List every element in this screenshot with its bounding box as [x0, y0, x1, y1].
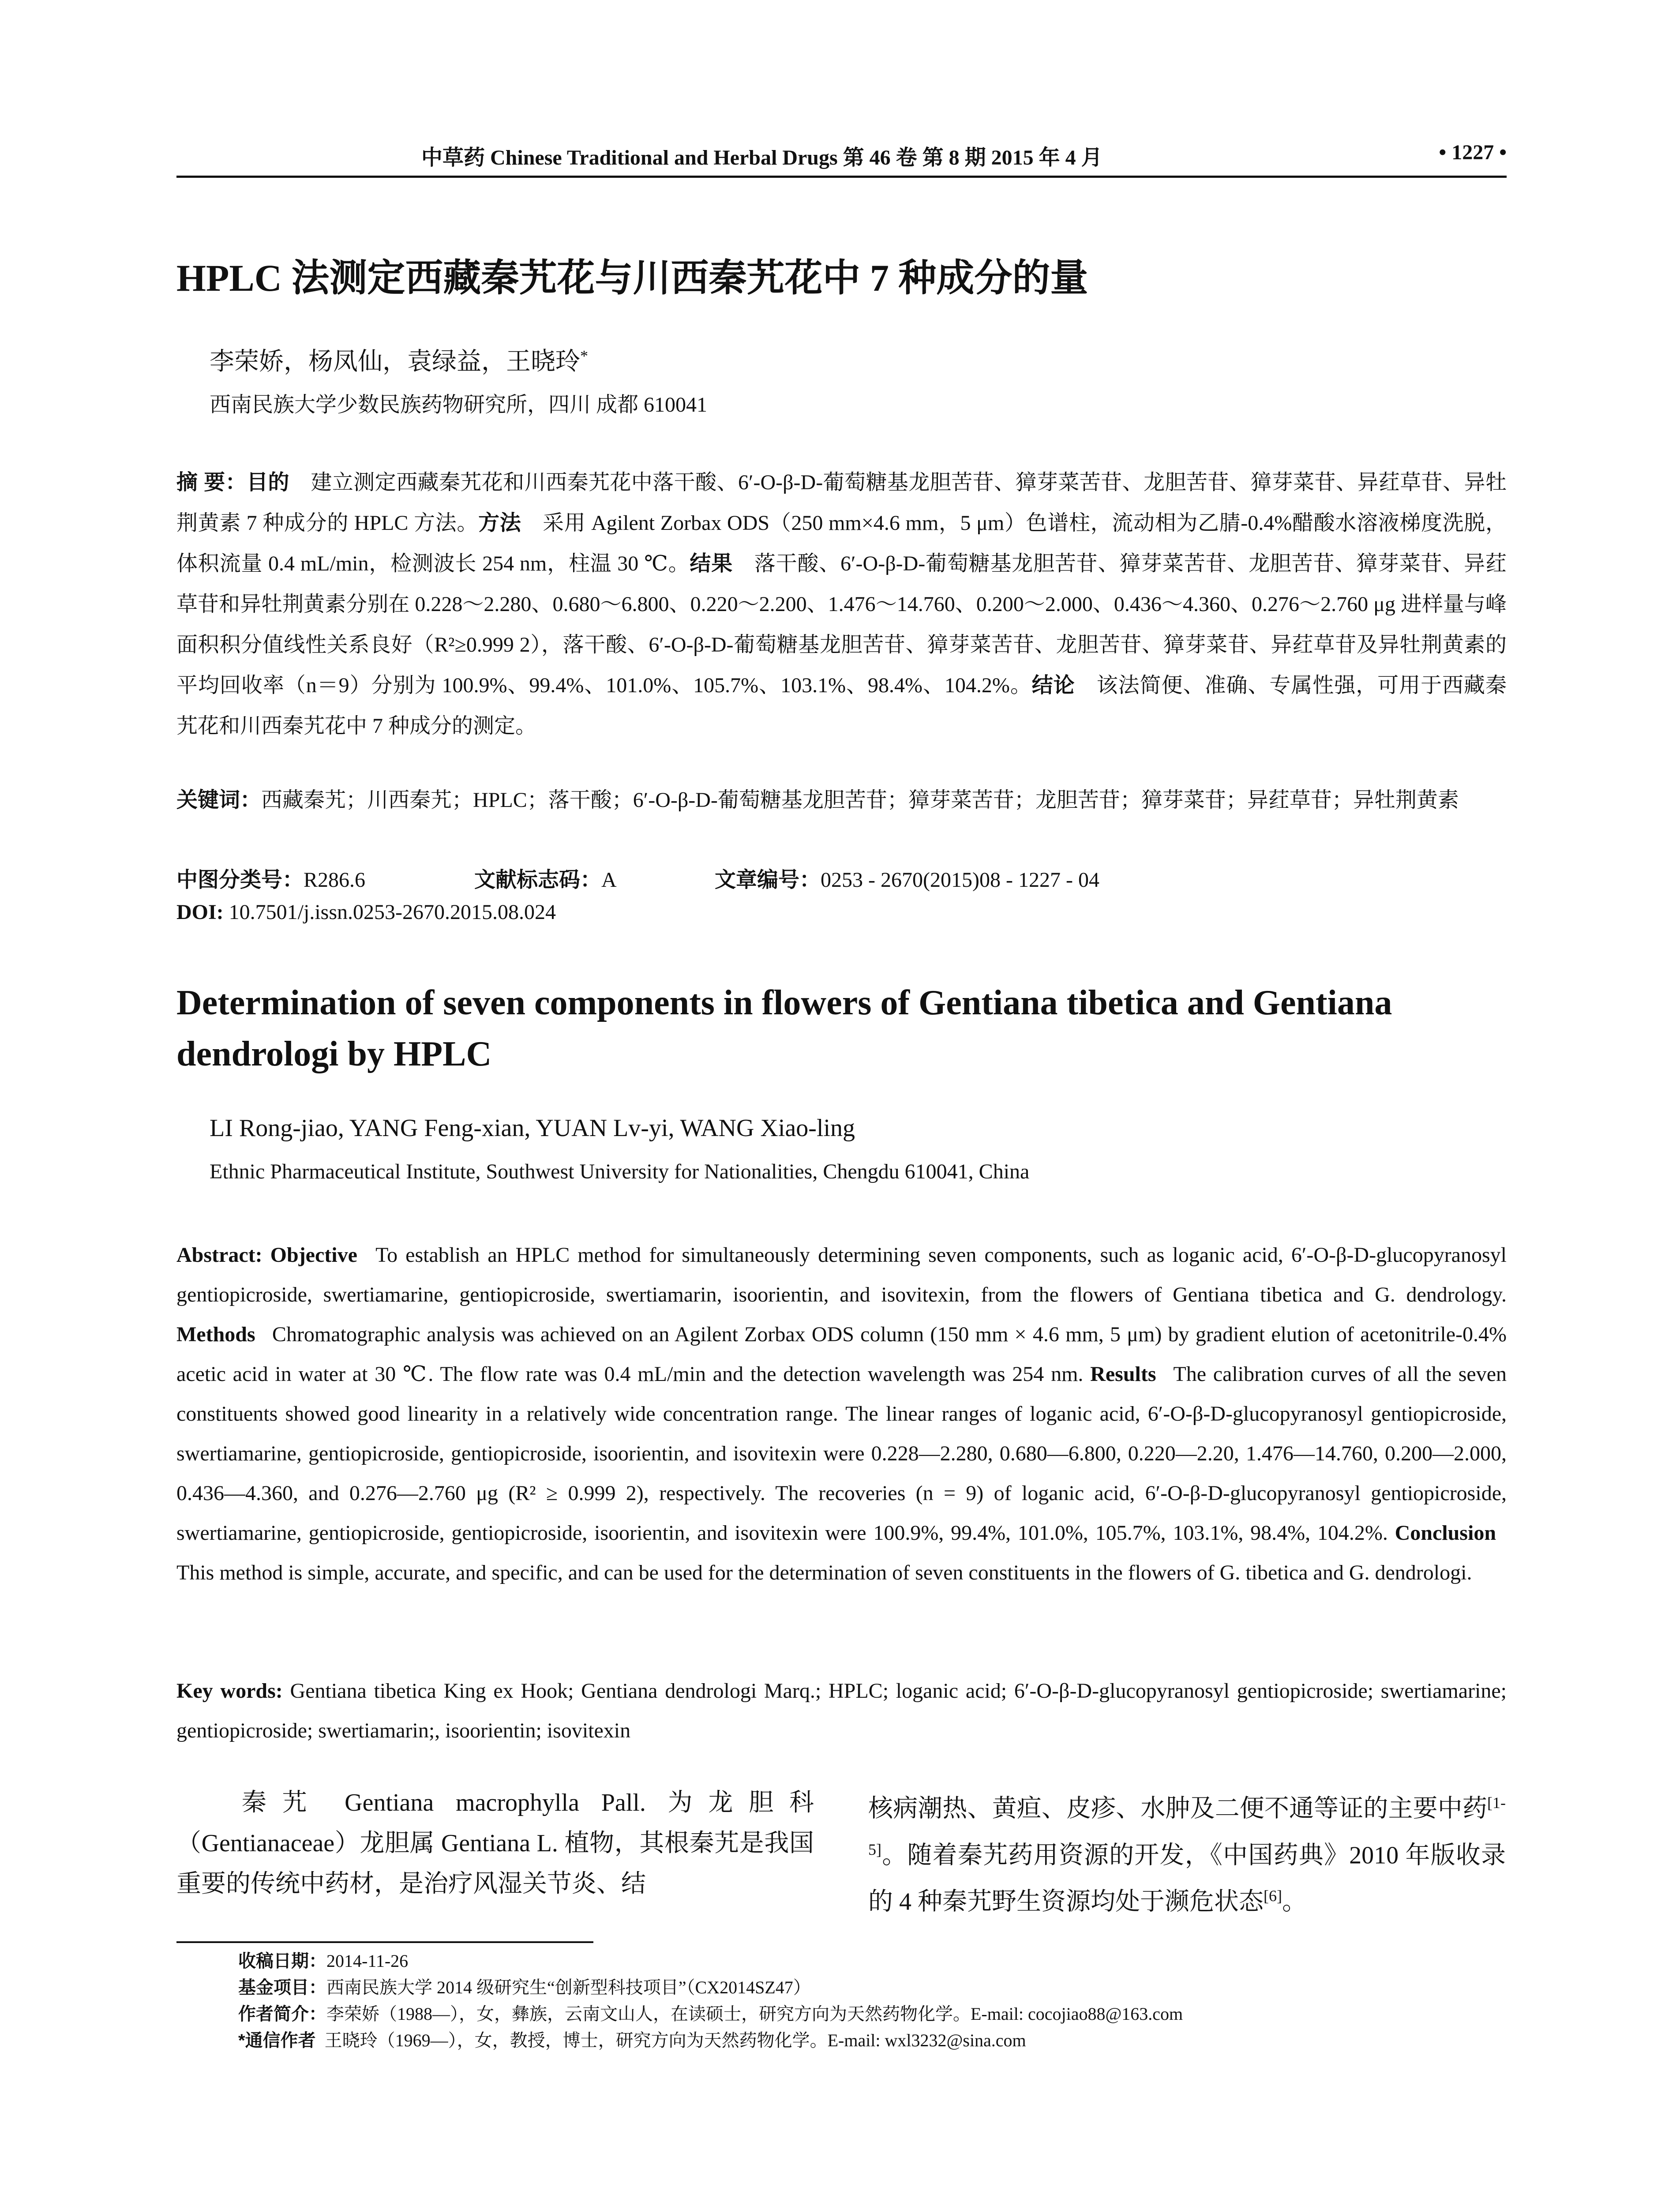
methods-label: 方法 [478, 511, 521, 535]
footnote-received [238, 1948, 1500, 1974]
journal-header: 中草药 Chinese Traditional and Herbal Drugs 第 46 卷 第 8 期 2015 年 4 月 [421, 146, 1102, 169]
chinese-title: HPLC 法测定西藏秦艽花与川西秦艽花中 7 种成分的量 [176, 257, 1088, 299]
objective-label: 目的 [247, 471, 289, 494]
en-methods-text: Chromatographic analysis was achieved on an Agilent Zorbax ODS column (150 mm × 4.6 mm, 5 μm) by gradient elution of acetonitrile-0.4% acetic acid in water at 30 ℃. The flow rate was 0.4 mL/min and the detection wavelength was 254 nm. [176, 1323, 1507, 1386]
doc-code-value: A [601, 868, 617, 892]
en-results-label: Results [1090, 1362, 1156, 1386]
english-abstract [176, 1235, 1507, 1593]
en-keywords-text: Gentiana tibetica King ex Hook; Gentiana dendrologi Marq.; HPLC; loganic acid; 6′-O-β-D-glucopyranosyl gentiopicroside; swertiamarine; gentiopicroside; swertiamarin;, isoorientin; isovitexin [176, 1679, 1507, 1742]
body-column-right [868, 1782, 1506, 1922]
author-value: 李荣娇（1988—），女，彝族，云南文山人，在读硕士，研究方向为天然药物化学。E-mail: cocojiao88@163.com [326, 2004, 1183, 2024]
doc-code-label: 文献标志码： [474, 868, 602, 892]
page-number: • 1227 • [1439, 141, 1507, 164]
results-text: 落干酸、6′-O-β-D-葡萄糖基龙胆苦苷、獐芽菜苦苷、龙胆苦苷、獐芽菜苷、异荭草苷和异牡荆黄素分别在 0.228～2.280、0.680～6.800、0.220～2.200、1.476～14.760、0.200～2.000、0.436～4.360、0.276～2.760 μg 进样量与峰面积积分值线性关系良好（R²≥0.999 2），落干酸、6′-O-β-D-葡萄糖基龙胆苦苷、獐芽菜苦苷、龙胆苦苷、獐芽菜苷、异荭草苷及异牡荆黄素的平均回收率（n＝9）分别为 100.9%、99.4%、101.0%、105.7%、103.1%、98.4%、104.2%。 [176, 552, 1507, 697]
clc-value: R286.6 [304, 868, 366, 892]
fund-value: 西南民族大学 2014 级研究生“创新型科技项目”（CX2014SZ47） [326, 1977, 811, 1997]
doi-label: DOI: [176, 900, 224, 924]
footnote-author [238, 2001, 1500, 2027]
english-keywords [176, 1671, 1507, 1751]
header-rule [176, 176, 1507, 178]
en-keywords-label: Key words: [176, 1679, 283, 1703]
doc-code-item [474, 863, 617, 893]
fund-label: 基金项目： [238, 1978, 326, 1997]
conclusion-text: 该法简便、准确、专属性强，可用于西藏秦艽花和川西秦艽花中 7 种成分的测定。 [176, 674, 1507, 738]
english-affiliation: Ethnic Pharmaceutical Institute, Southwest University for Nationalities, Chengdu 610041, China [210, 1160, 1030, 1183]
corr-value: 王晓玲（1969—），女，教授，博士，研究方向为天然药物化学。E-mail: wxl3232@sina.com [324, 2030, 1026, 2050]
footnote-rule [176, 1941, 593, 1943]
en-methods-label: Methods [176, 1323, 255, 1346]
footnote-corresponding [238, 2027, 1500, 2054]
keywords-label: 关键词： [176, 788, 262, 812]
body-paragraph-right-a: 核病潮热、黄疸、皮疹、水肿及二便不通等证的主要中药 [868, 1795, 1488, 1823]
en-objective-text: To establish an HPLC method for simultaneously determining seven components, such as loganic acid, 6′-O-β-D-glucopyranosyl gentiopicroside, swertiamarine, gentiopicroside, swertiamarin, isoorientin, and isovitexin, from the flowers of Gentiana tibetica and G. dendrology. [176, 1243, 1507, 1306]
en-abstract-label: Abstract: Objective [176, 1243, 357, 1267]
en-results-text: The calibration curves of all the seven constituents showed good linearity in a relatively wide concentration range. The linear ranges of loganic acid, 6′-O-β-D-glucopyranosyl gentiopicroside, swertiamarine, gentiopicroside, gentiopicroside, isoorientin, and isovitexin were 0.228—2.280, 0.680—6.800, 0.220—2.20, 1.476—14.760, 0.200—2.000, 0.436—4.360, and 0.276—2.760 μg (R² ≥ 0.999 2), respectively. The recoveries (n = 9) of loganic acid, 6′-O-β-D-glucopyranosyl gentiopicroside, swertiamarine, gentiopicroside, gentiopicroside, isoorientin, and isovitexin were 100.9%, 99.4%, 101.0%, 105.7%, 103.1%, 98.4%, 104.2%. [176, 1362, 1507, 1545]
received-label: 收稿日期： [238, 1951, 326, 1971]
footnotes [238, 1948, 1500, 2054]
reference-6: [6] [1264, 1887, 1282, 1905]
conclusion-label: 结论 [1031, 674, 1075, 697]
english-title: Determination of seven components in flowers of Gentiana tibetica and Gentiana dendrologi by HPLC [176, 983, 1392, 1073]
en-conclusion-text: This method is simple, accurate, and specific, and can be used for the determination of seven constituents in the flowers of G. tibetica and G. dendrologi. [176, 1561, 1472, 1584]
body-paragraph-right-c: 。 [1282, 1888, 1307, 1916]
chinese-author-names: 李荣娇，杨凤仙，袁绿益，王晓玲 [210, 348, 580, 375]
running-header [176, 140, 1507, 171]
doi-value: 10.7501/j.issn.0253-2670.2015.08.024 [229, 900, 556, 924]
corresponding-mark: * [580, 347, 588, 365]
en-conclusion-label: Conclusion [1395, 1521, 1496, 1545]
results-label: 结果 [690, 552, 733, 575]
chinese-abstract [176, 462, 1507, 747]
objective-text: 建立测定西藏秦艽花和川西秦艽花中落干酸、6′-O-β-D-葡萄糖基龙胆苦苷、獐芽菜苦苷、龙胆苦苷、獐芽菜苷、异荭草苷、异牡荆黄素 7 种成分的 HPLC 方法。 [176, 471, 1507, 535]
article-no-item [715, 863, 1099, 893]
body-column-left [176, 1782, 814, 1904]
keywords-text: 西藏秦艽；川西秦艽；HPLC；落干酸；6′-O-β-D-葡萄糖基龙胆苦苷；獐芽菜苦苷；龙胆苦苷；獐芽菜苷；异荭草苷；异牡荆黄素 [261, 788, 1459, 812]
chinese-keywords [176, 780, 1507, 821]
body-paragraph-right-b: 。随着秦艽药用资源的开发，《中国药典》2010 年版收录的 4 种秦艽野生资源均处于濒危状态 [868, 1842, 1506, 1916]
article-no-label: 文章编号： [715, 868, 821, 892]
reference-1-5: [1-5] [868, 1794, 1506, 1858]
corr-label: *通信作者 [238, 2031, 316, 2050]
abstract-label: 摘 要： [176, 471, 247, 494]
body-paragraph-left: 秦艽 Gentiana macrophylla Pall. 为龙胆科（Gentianaceae）龙胆属 Gentiana L. 植物，其根秦艽是我国重要的传统中药材，是治疗风湿关节炎、结 [176, 1789, 814, 1898]
chinese-affiliation: 西南民族大学少数民族药物研究所，四川 成都 610041 [210, 393, 708, 416]
english-authors: LI Rong-jiao, YANG Feng-xian, YUAN Lv-yi, WANG Xiao-ling [210, 1114, 855, 1142]
article-no-value: 0253 - 2670(2015)08 - 1227 - 04 [821, 868, 1099, 892]
clc-label: 中图分类号： [176, 868, 304, 892]
received-value: 2014-11-26 [326, 1951, 409, 1971]
footnote-fund [238, 1974, 1500, 2001]
methods-text: 采用 Agilent Zorbax ODS（250 mm×4.6 mm，5 μm）色谱柱，流动相为乙腈-0.4%醋酸水溶液梯度洗脱，体积流量 0.4 mL/min，检测波长 254 nm，柱温 30 ℃。 [176, 511, 1507, 575]
chinese-authors [210, 342, 588, 377]
author-label: 作者简介： [238, 2004, 326, 2024]
clc-item [176, 863, 365, 893]
doi-line [176, 900, 556, 924]
